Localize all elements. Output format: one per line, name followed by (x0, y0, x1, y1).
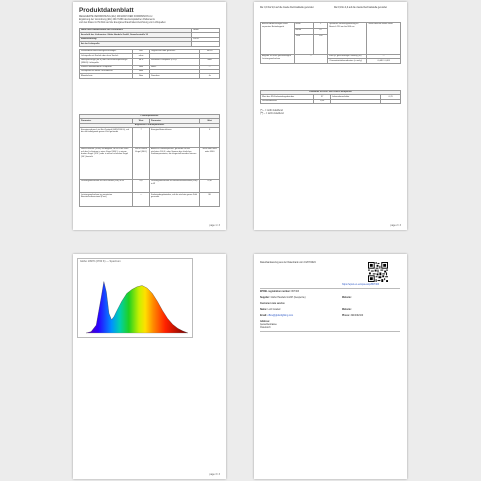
table-cell: Lebensdauerfaktor (330, 95, 380, 99)
table-row (80, 179, 220, 193)
subtitle-line: DELEGIERTE VERORDNUNG (EU) 2019/2015 DER KOMMISSION zur (79, 16, 153, 18)
table-cell: Farbwiedergabeindex, auf die nächste ganze Zahl gerundet (149, 193, 199, 207)
field-label: Phone: (342, 315, 350, 317)
section-heading: Produktparameter (80, 115, 220, 119)
table-cell: LED (133, 50, 150, 54)
table-cell: Höhe (294, 23, 314, 29)
table-cell: MLS (133, 58, 150, 65)
table-cell: 3000 oder 4000 oder 6500 (200, 147, 220, 179)
table-cell: 0,30 (200, 179, 220, 193)
address-country: Österreich (260, 326, 271, 329)
email-link[interactable]: office@globolighting.com (267, 315, 294, 317)
qr-code-svg (368, 262, 388, 282)
table-row (80, 42, 220, 46)
table-cell: Leistungsaufnahme im Bereitschaftszustand (Psb) in W (149, 179, 199, 193)
datasheet-page-4 (254, 254, 407, 479)
led-parameter-table (260, 90, 401, 104)
supplier-name: Globo Handels GmbH (Gesperrte) (270, 297, 306, 299)
table-cell: Nein (133, 70, 150, 74)
website2-row (342, 309, 352, 312)
table-cell: Ungerichtet oder gerichtet: (149, 50, 199, 54)
table-row (80, 147, 220, 179)
table-cell: Globo (192, 29, 220, 33)
table-row (80, 74, 220, 78)
note-line: Ra: 0,9 bis 9,0 auf die zweite Dezimalstelle gerundet (260, 7, 314, 9)
datasheet-page-2 (254, 2, 407, 230)
datasheet-page-1 (73, 2, 226, 230)
table-cell: Nein (133, 74, 150, 78)
table-cell: Modellkennung: (80, 37, 192, 41)
field-label: Name: (260, 309, 268, 311)
qr-code-icon (368, 262, 388, 282)
table-cell: — (200, 65, 220, 69)
table-cell: 10970 (192, 37, 220, 41)
table-cell: Spektrale Strahlungsleistung im Bereich 250 nm bis 800 nm (328, 23, 367, 55)
column-header: Parameter (149, 119, 199, 123)
table-row (261, 23, 401, 29)
field-label: Website: (342, 309, 352, 311)
page-number: page 3 / 3 (209, 473, 220, 476)
table-cell: ohne (133, 54, 150, 58)
table-cell: Nein (200, 58, 220, 65)
table-cell: 6,6 (133, 179, 150, 193)
phone-row (342, 315, 363, 318)
supplier-info-table (79, 28, 220, 47)
field-label: Email: (260, 315, 267, 317)
subtitle-line: Ergänzung der Verordnung (EU) 2017/1369 des Europäischen Parlaments (79, 19, 155, 21)
table-cell: Wert des R9-Farbwiedergabeindex (261, 95, 314, 99)
table-cell: 37 (314, 95, 331, 99)
table-cell: Nein (133, 65, 150, 69)
light-source-param-table (79, 49, 220, 79)
supplier-row (260, 297, 305, 300)
address-row (260, 321, 277, 329)
spectrum-svg (78, 259, 192, 337)
rounding-note (260, 7, 320, 10)
table-cell: 0,440 / 0,403 (367, 59, 401, 63)
email-row (260, 315, 293, 318)
table-cell: 7 (133, 128, 150, 148)
field-label: EPREL registration number: (260, 291, 291, 293)
table-cell: Name oder Handelsmarke des Lieferanten: (80, 29, 192, 33)
regulation-subtitle (79, 16, 209, 25)
note-line: Ra 0,9 bis 4,0 auf die zweite Dezimalstelle gerundet (334, 7, 387, 9)
table-cell: Netzspannungs-(MLS) oder Nicht-Netzspannungs-(NMLS) Lichtquelle: (80, 58, 133, 65)
table-cell (330, 99, 380, 103)
column-header: Wert (200, 119, 220, 123)
divider (260, 331, 400, 332)
chart-title: Globo 10970 (2700 K) — Spectrum (80, 260, 121, 263)
table-cell: — (294, 54, 328, 63)
table-cell: Angabe zu einer gleichwertigen Leistungsaufnahme (261, 54, 295, 63)
table-cell: Nutzlichtstrom (Φuse) mit Angabe, ob sich der Wert auf den Lichtstrom in einer Kugel (360°), in einem breiten Kegel (120°) oder in einem schmalen Kegel (90°) bezieht (80, 147, 133, 179)
table-cell: Tiefe (294, 35, 314, 55)
dimensions-table (260, 22, 401, 64)
table-cell (381, 99, 401, 103)
table-cell: Leistungsaufnahme im vernetzten Bereitschaftszustand (Pnet) (80, 193, 133, 207)
divider (260, 288, 400, 289)
database-header: Datenbankauszug aus der Datenbank vom 01/07/2024 (260, 262, 316, 264)
rounding-note (334, 7, 394, 10)
phone-number: 4943092100 (350, 315, 364, 317)
table-cell: Energieverbrauch im Ein-Zustand (kWh/1000 h), auf die nächstfolgende ganze Zahl gerundet (80, 128, 133, 148)
name-row (260, 309, 280, 312)
subtitle-line: und des Rates im Hinblick auf die Energieverbrauchskennzeichnung von Lichtquellen (79, 22, 166, 24)
table-cell: — (367, 54, 401, 58)
table-cell: 0,90 (314, 99, 331, 103)
table-cell: 680 in einem Kugel (360°) (133, 147, 150, 179)
page-number: page 1 / 3 (209, 224, 220, 227)
section-heading: Allgemeine Produktparameter (80, 123, 220, 127)
footnote: (**) – = nicht zutreffend (260, 112, 284, 115)
table-cell: 1 (314, 23, 328, 29)
table-row (80, 58, 220, 65)
table-cell: Farblich abstimmbare Lichtquelle: (80, 65, 133, 69)
table-cell: 0,70 (381, 95, 401, 99)
table-row (80, 128, 220, 148)
table-cell: Falls ja, gleichwertige Leistung (W) (328, 54, 367, 58)
table-cell (192, 42, 220, 46)
customer-care-heading (260, 303, 285, 306)
table-cell: Ähnliche Farbtemperatur, gerundet auf die nächsten 100 K, oder Spanne der ähnlichen Farbtemperaturen, die eingestellt werden können (149, 147, 199, 179)
table-cell: Art der Lichtquelle: (80, 42, 192, 46)
table-cell: 80 (200, 193, 220, 207)
table-cell: 87 (314, 29, 328, 35)
table-cell: Lichtquelle mit Sockel oder ohne Sockel: (80, 54, 133, 58)
table-cell: — (133, 193, 150, 207)
table-cell: Ja (200, 74, 220, 78)
table-cell: Dimmbar: (149, 74, 199, 78)
footnote: (*) – = nicht zutreffend (260, 110, 283, 112)
table-cell: Vernetzte Lichtquelle (CLS): (149, 58, 199, 65)
table-cell: Verwendete Beleuchtungstechnologie: (80, 50, 133, 54)
table-cell: Anschrift des Lieferanten: Globo Handels GmbH, Gewerbestraße 10 (80, 33, 192, 37)
table-cell: Hülle: (149, 65, 199, 69)
registration-row (260, 291, 299, 294)
page-number: page 2 / 3 (390, 224, 401, 227)
column-header: Parameter (80, 119, 133, 123)
table-row (80, 193, 220, 207)
table-cell: Chromatizitätskoordinaten (x und y) (328, 59, 367, 63)
table-cell: Blendschutz: (80, 74, 133, 78)
table-cell: Lichtquelle mit hoher Leuchtdichte: (80, 70, 133, 74)
table-cell: 138 (314, 35, 328, 55)
website-row (342, 297, 352, 300)
product-parameter-table (79, 114, 220, 207)
table-cell: Äußere Abmessungen ohne separates Betriebsgerät (261, 23, 295, 55)
contact-name: Lutz Graded (267, 309, 281, 311)
table-cell: NDLS (200, 50, 220, 54)
datasheet-page-3 (73, 254, 226, 479)
field-label: Address: (260, 321, 270, 323)
column-header: Wert (133, 119, 150, 123)
spectrum-area (86, 282, 188, 333)
footnotes (260, 110, 284, 116)
table-cell: F (200, 128, 220, 148)
field-label: Customer care service (260, 303, 285, 305)
table-cell: Leistungsaufnahme im Ein-Zustand (Pon) in W (80, 179, 133, 193)
table-row (261, 99, 401, 103)
field-label: Website: (342, 297, 352, 299)
spectrum-chart (77, 258, 193, 338)
address-street: Gewerbestrasse (260, 323, 277, 326)
table-cell: Energieeffizienzklasse (149, 128, 199, 148)
table-cell: Lichtstromerhalt (261, 99, 314, 103)
eprel-link[interactable]: https://eprel.ec.europa.eu/qr/807303 (342, 284, 380, 286)
table-cell: Siehe Bild auf letzter Seite (367, 23, 401, 55)
field-label: Supplier: (260, 297, 270, 299)
table-cell: Breite (294, 29, 314, 35)
registration-number: 807303 (291, 291, 300, 293)
section-heading: Parameter für LED- und OLED-Lichtquellen (261, 91, 401, 95)
page-title: Produktdatenblatt (79, 7, 134, 14)
